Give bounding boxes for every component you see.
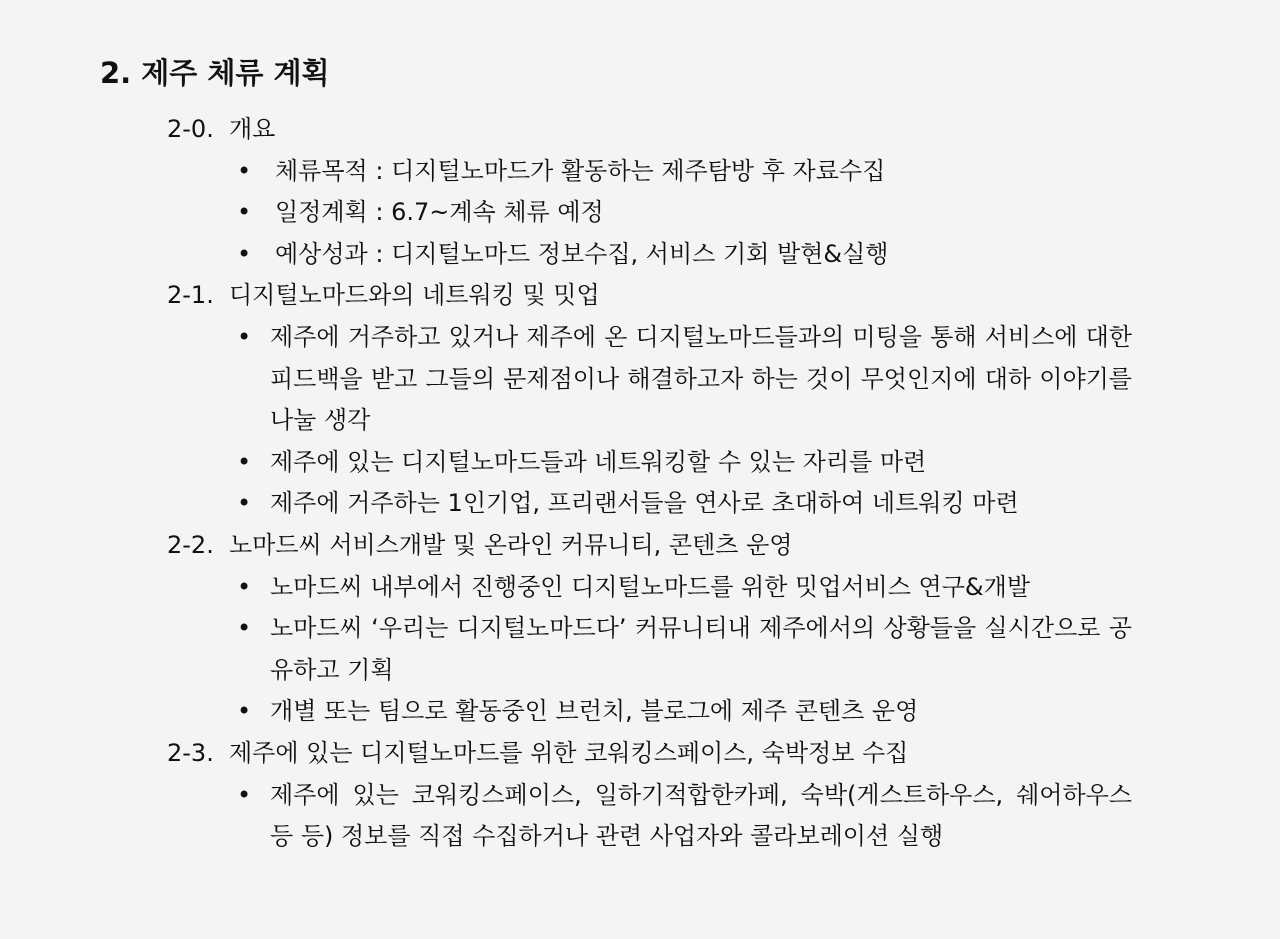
list-item-text: 제주에 있는 디지털노마드들과 네트워킹할 수 있는 자리를 마련 bbox=[270, 447, 927, 476]
bullet-icon: • bbox=[237, 697, 252, 726]
bullet-list bbox=[167, 567, 1132, 733]
list-item bbox=[237, 567, 1132, 609]
bullet-icon: • bbox=[237, 156, 252, 185]
list-item bbox=[237, 691, 1132, 733]
section-number: 2-3. bbox=[167, 738, 214, 767]
bullet-list bbox=[167, 151, 1132, 276]
list-item-text: 제주에 있는 코워킹스페이스, 일하기적합한카페, 숙박(게스트하우스, 쉐어하우스 등 등) 정보를 직접 수집하거나 관련 사업자와 콜라보레이션 실행 bbox=[270, 780, 1132, 851]
section-heading bbox=[167, 109, 1167, 151]
list-item-text: 일정계획 : 6.7~계속 체류 예정 bbox=[275, 198, 604, 227]
section-number: 2-0. bbox=[167, 115, 214, 143]
page-title: 2. 제주 체류 계획 bbox=[100, 56, 330, 90]
section-title: 개요 bbox=[229, 115, 276, 143]
list-item-text: 제주에 거주하는 1인기업, 프리랜서들을 연사로 초대하여 네트워킹 마련 bbox=[270, 489, 1019, 518]
list-item bbox=[237, 608, 1132, 691]
bullet-list bbox=[167, 775, 1132, 858]
section-title: 노마드씨 서비스개발 및 온라인 커뮤니티, 콘텐츠 운영 bbox=[229, 530, 793, 559]
list-item-text: 노마드씨 내부에서 진행중인 디지털노마드를 위한 밋업서비스 연구&개발 bbox=[270, 572, 1031, 601]
bullet-icon: • bbox=[237, 489, 252, 518]
bullet-icon: • bbox=[237, 614, 252, 643]
bullet-icon: • bbox=[237, 572, 252, 601]
list-item-text: 제주에 거주하고 있거나 제주에 온 디지털노마드들과의 미팅을 통해 서비스에 대한 피드백을 받고 그들의 문제점이나 해결하고자 하는 것이 무엇인지에 대하 이야기를 나눌 생각 bbox=[270, 322, 1132, 435]
list-item-text: 개별 또는 팀으로 활동중인 브런치, 블로그에 제주 콘텐츠 운영 bbox=[270, 697, 919, 726]
section-title: 제주에 있는 디지털노마드를 위한 코워킹스페이스, 숙박정보 수집 bbox=[229, 738, 909, 767]
section-number: 2-2. bbox=[167, 530, 214, 559]
list-item bbox=[237, 483, 1132, 525]
bullet-icon: • bbox=[237, 447, 252, 476]
document-body bbox=[167, 109, 1167, 858]
list-item bbox=[237, 234, 1132, 276]
bullet-icon: • bbox=[237, 198, 252, 227]
list-item bbox=[237, 775, 1132, 858]
list-item bbox=[237, 317, 1132, 442]
list-item bbox=[237, 192, 1132, 234]
list-item bbox=[237, 151, 1132, 193]
list-item bbox=[237, 442, 1132, 484]
list-item-text: 노마드씨 ‘우리는 디지털노마드다’ 커뮤니티내 제주에서의 상황들을 실시간으로 공유하고 기획 bbox=[270, 614, 1132, 684]
list-item-text: 예상성과 : 디지털노마드 정보수집, 서비스 기회 발현&실행 bbox=[275, 239, 889, 268]
section-number: 2-1. bbox=[167, 281, 214, 310]
bullet-icon: • bbox=[237, 780, 252, 809]
section-heading bbox=[167, 275, 1167, 317]
list-item-text: 체류목적 : 디지털노마드가 활동하는 제주탐방 후 자료수집 bbox=[275, 156, 886, 185]
bullet-icon: • bbox=[237, 322, 252, 351]
section-heading bbox=[167, 733, 1167, 775]
section-heading bbox=[167, 525, 1167, 567]
section-title: 디지털노마드와의 네트워킹 및 밋업 bbox=[229, 281, 600, 310]
bullet-list bbox=[167, 317, 1132, 525]
bullet-icon: • bbox=[237, 239, 252, 268]
